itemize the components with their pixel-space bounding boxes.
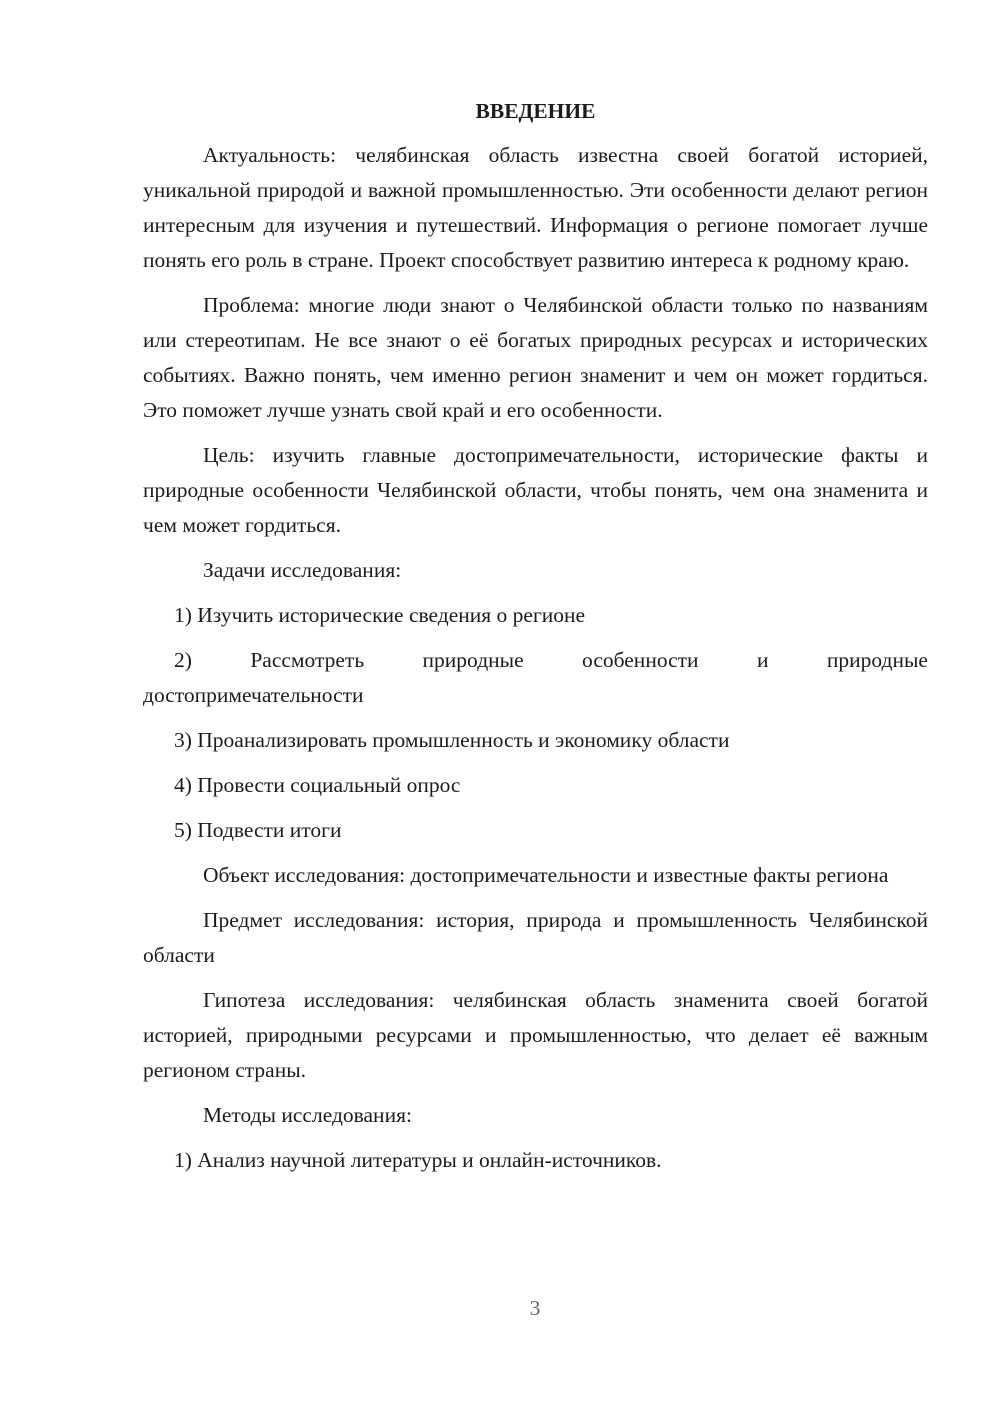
task-2-word: и bbox=[756, 648, 769, 672]
relevance-paragraph: Актуальность: челябинская область известна своей богатой историей, уникальной природой и важной промышленностью. Эти особенности делают регион интересным для изучения и путешествий. Информация о регионе помогает лучше понять его роль в стране. Проект способствует развитию интереса к родному краю. bbox=[143, 143, 928, 272]
method-item-1: 1) Анализ научной литературы и онлайн-источников. bbox=[174, 1148, 662, 1172]
task-item-1: 1) Изучить исторические сведения о регионе bbox=[174, 603, 586, 627]
subject-paragraph: Предмет исследования: история, природа и промышленность Челябинской области bbox=[143, 908, 928, 967]
section-title: ВВЕДЕНИЕ bbox=[475, 99, 596, 123]
task-2-word: 2) bbox=[174, 648, 192, 672]
methods-heading: Методы исследования: bbox=[203, 1103, 412, 1127]
document-page bbox=[143, 96, 928, 1188]
task-2-word: Рассмотреть bbox=[250, 648, 365, 672]
hypothesis-paragraph: Гипотеза исследования: челябинская область знаменита своей богатой историей, природными ресурсами и промышленностью, что делает её важным регионом страны. bbox=[143, 988, 928, 1082]
task-2-word: особенности bbox=[582, 648, 699, 672]
tasks-heading: Задачи исследования: bbox=[203, 558, 402, 582]
task-2-word: природные bbox=[826, 648, 928, 672]
object-paragraph: Объект исследования: достопримечательности и известные факты региона bbox=[203, 863, 889, 887]
task-item-2 bbox=[143, 643, 928, 713]
page-number: 3 bbox=[529, 1296, 541, 1320]
goal-paragraph: Цель: изучить главные достопримечательности, исторические факты и природные особенности Челябинской области, чтобы понять, чем она знаменита и чем может гордиться. bbox=[143, 443, 928, 537]
problem-paragraph: Проблема: многие люди знают о Челябинской области только по названиям или стереотипам. Не все знают о её богатых природных ресурсах и исторических событиях. Важно понять, чем именно регион знаменит и чем он может гордиться. Это поможет лучше узнать свой край и его особенности. bbox=[143, 293, 928, 422]
task-item-2-line-2: достопримечательности bbox=[143, 683, 364, 707]
task-item-5: 5) Подвести итоги bbox=[174, 818, 342, 842]
task-item-2-line-1 bbox=[143, 643, 928, 678]
task-item-3: 3) Проанализировать промышленность и экономику области bbox=[174, 728, 730, 752]
task-item-4: 4) Провести социальный опрос bbox=[174, 773, 461, 797]
task-2-word: природные bbox=[422, 648, 524, 672]
